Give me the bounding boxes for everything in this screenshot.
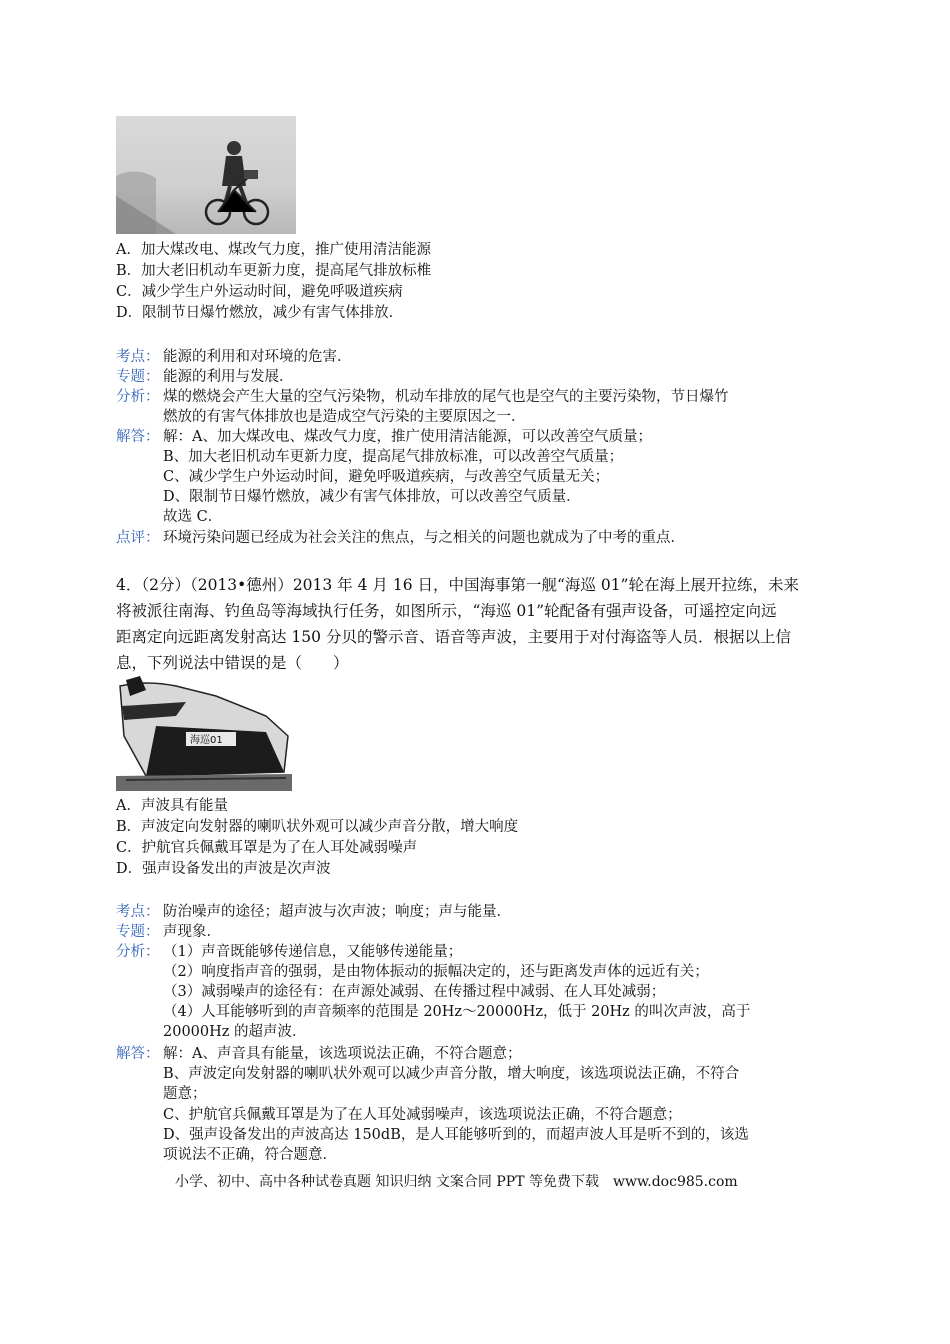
q3-fenxi-line: 燃放的有害气体排放也是造成空气污染的主要原因之一． xyxy=(163,409,526,425)
q4-option-b: B．声波定向发射器的喇叭状外观可以减少声音分散，增大响度 xyxy=(116,819,519,835)
page-footer: 小学、初中、高中各种试卷真题 知识归纳 文案合同 PPT 等免费下载 www.doc985.com xyxy=(175,1174,738,1190)
q3-jieda-label: 解答： xyxy=(116,429,160,445)
q4-stem-line: 4．（2分）（2013•德州）2013 年 4 月 16 日，中国海事第一舰“海巡 01”轮在海上展开拉练，未来 xyxy=(116,576,799,594)
q4-jieda-line: B、声波定向发射器的喇叭状外观可以减少声音分散，增大响度，该选项说法正确，不符合 xyxy=(163,1066,740,1082)
ship-illustration xyxy=(116,676,292,791)
q3-jieda-line: 故选 C． xyxy=(163,509,223,525)
q4-option-d: D．强声设备发出的声波是次声波 xyxy=(116,861,331,877)
ship-photo xyxy=(116,676,292,791)
q4-jieda-label: 解答： xyxy=(116,1046,160,1062)
q4-zhuanti-label: 专题： xyxy=(116,924,160,940)
q4-stem-line: 息，下列说法中错误的是（ ） xyxy=(116,654,349,672)
q3-kaodian-label: 考点： xyxy=(116,349,160,365)
q4-fenxi-line: 20000Hz 的超声波． xyxy=(163,1024,307,1040)
q4-fenxi-line: （1）声音既能够传递信息，又能够传递能量； xyxy=(163,944,463,960)
q3-jieda-line: B、加大老旧机动车更新力度，提高尾气排放标准，可以改善空气质量； xyxy=(163,449,624,465)
q3-jieda-line: 解：A、加大煤改电、煤改气力度，推广使用清洁能源，可以改善空气质量； xyxy=(163,429,652,445)
q4-option-a: A．声波具有能量 xyxy=(116,798,228,814)
q3-fenxi-label: 分析： xyxy=(116,389,160,405)
q4-kaodian: 防治噪声的途径；超声波与次声波；响度；声与能量． xyxy=(163,904,511,920)
q4-jieda-line: 题意； xyxy=(163,1086,207,1102)
q3-option-a: A．加大煤改电、煤改气力度，推广使用清洁能源 xyxy=(116,242,431,258)
q3-option-b: B．加大老旧机动车更新力度，提高尾气排放标椎 xyxy=(116,263,432,279)
q4-stem-line: 距离定向远距离发射高达 150 分贝的警示音、语音等声波，主要用于对付海盗等人员．根据以上信 xyxy=(116,628,791,646)
q3-option-d: D．限制节日爆竹燃放，减少有害气体排放． xyxy=(116,305,404,321)
q4-fenxi-label: 分析： xyxy=(116,944,160,960)
q3-jieda-line: D、限制节日爆竹燃放，减少有害气体排放，可以改善空气质量． xyxy=(163,489,581,505)
q4-fenxi-line: （3）减弱噪声的途径有：在声源处减弱、在传播过程中减弱、在人耳处减弱； xyxy=(163,984,666,1000)
q3-kaodian: 能源的利用和对环境的危害． xyxy=(163,349,352,365)
q4-fenxi-line: （4）人耳能够听到的声音频率的范围是 20Hz～20000Hz，低于 20Hz 的叫次声波，高于 xyxy=(163,1004,751,1020)
q3-option-c: C．减少学生户外运动时间，避免呼吸道疾病 xyxy=(116,284,403,300)
q3-fenxi-line: 煤的燃烧会产生大量的空气污染物，机动车排放的尾气也是空气的主要污染物，节日爆竹 xyxy=(163,389,729,405)
q3-dianping: 环境污染问题已经成为社会关注的焦点，与之相关的问题也就成为了中考的重点． xyxy=(163,530,685,546)
q4-jieda-line: D、强声设备发出的声波高达 150dB，是人耳能够听到的，而超声波人耳是听不到的，该选 xyxy=(163,1127,749,1143)
q4-jieda-line: 解：A、声音具有能量，该选项说法正确，不符合题意； xyxy=(163,1046,522,1062)
q3-zhuanti-label: 专题： xyxy=(116,369,160,385)
q4-zhuanti: 声现象． xyxy=(163,924,221,940)
q3-dianping-label: 点评： xyxy=(116,530,160,546)
smog-cyclist-photo xyxy=(116,116,296,234)
q4-stem-line: 将被派往南海、钓鱼岛等海域执行任务，如图所示，“海巡 01”轮配备有强声设备，可遥控定向远 xyxy=(116,602,777,620)
q4-option-c: C．护航官兵佩戴耳罩是为了在人耳处减弱噪声 xyxy=(116,840,418,856)
q3-zhuanti: 能源的利用与发展． xyxy=(163,369,294,385)
q4-fenxi-line: （2）响度指声音的强弱，是由物体振动的振幅决定的，还与距离发声体的远近有关； xyxy=(163,964,709,980)
smog-cyclist-illustration xyxy=(116,116,296,234)
q4-kaodian-label: 考点： xyxy=(116,904,160,920)
ship-marking: 海巡01 xyxy=(190,735,223,746)
q4-jieda-line: C、护航官兵佩戴耳罩是为了在人耳处减弱噪声，该选项说法正确，不符合题意； xyxy=(163,1107,682,1123)
q3-jieda-line: C、减少学生户外运动时间，避免呼吸道疾病，与改善空气质量无关； xyxy=(163,469,610,485)
q4-jieda-line: 项说法不正确，符合题意． xyxy=(163,1147,337,1163)
